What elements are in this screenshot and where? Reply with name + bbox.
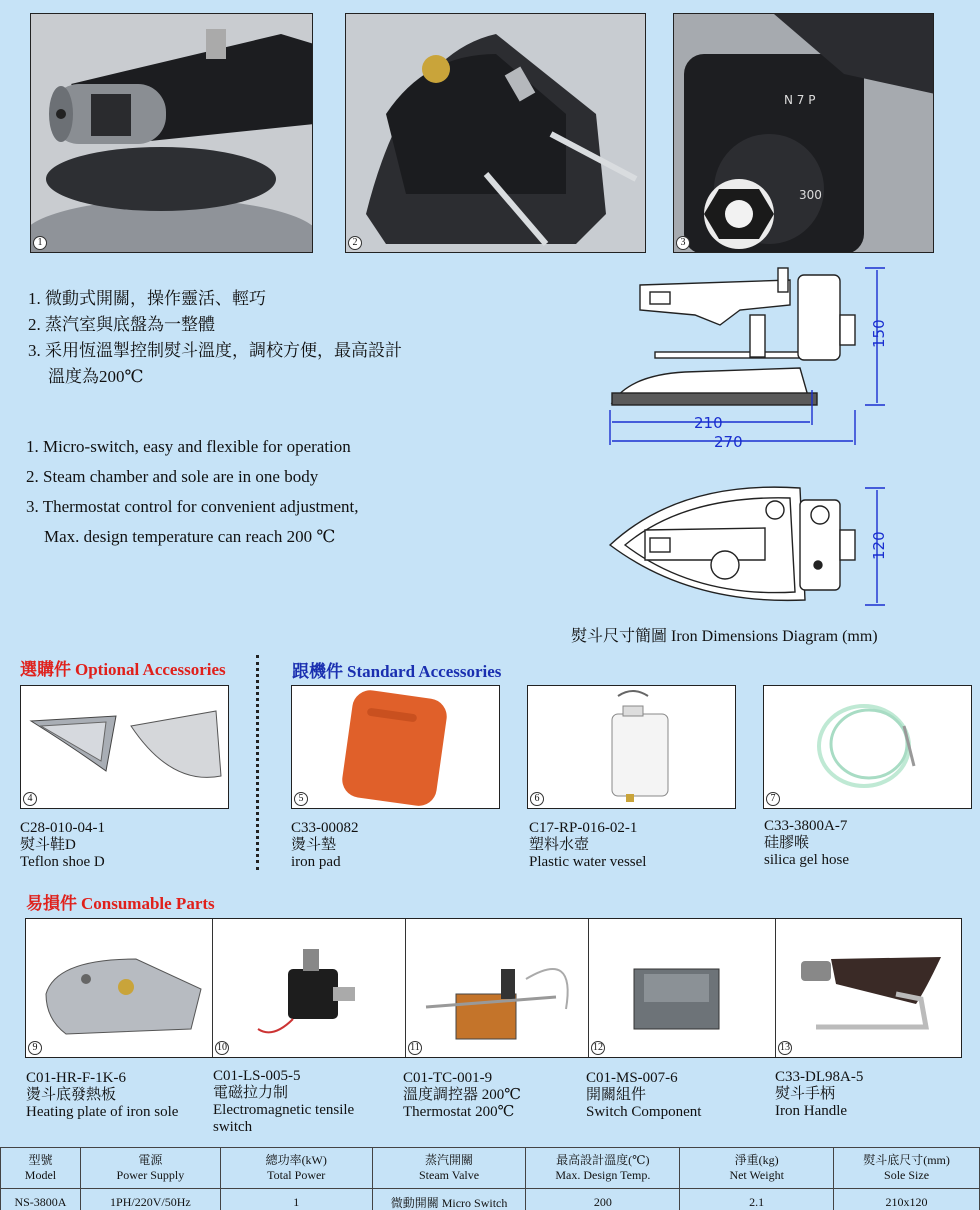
spec-header-cell: 蒸汽開關 Steam Valve [372, 1148, 526, 1189]
photo-number: 3 [676, 236, 690, 250]
consumable-title-en: Consumable Parts [81, 894, 215, 913]
accessory-caption [291, 820, 511, 871]
accessory-caption [20, 820, 250, 871]
dim-inner-label: 210 [694, 414, 723, 432]
consumable-photo-handle [776, 919, 962, 1057]
photo-thermostat-knob [673, 13, 934, 253]
consumable-parts-heading [26, 889, 215, 914]
part-code: C01-LS-005-5 [213, 1068, 301, 1084]
section-divider [256, 655, 259, 870]
spec-data-row [1, 1189, 980, 1210]
spec-header-cell: 總功率(kW) Total Power [220, 1148, 372, 1189]
photo-handle-switch [30, 13, 313, 253]
iron-handle-icon [776, 919, 962, 1057]
feature-line: 2. 蒸汽室與底盤為一整體 [28, 315, 215, 334]
iron-side-view-icon [612, 268, 855, 405]
consumable-photo-strip [25, 918, 962, 1058]
spec-header-cell: 最高設計溫度(℃) Max. Design Temp. [526, 1148, 680, 1189]
dim-outer-label: 270 [714, 433, 743, 451]
iron-pad-icon [292, 686, 500, 809]
svg-text:N 7 P: N 7 P [784, 93, 816, 107]
thermostat-part-icon [406, 919, 589, 1057]
photo-sole-steam-chamber [345, 13, 646, 253]
part-code: C01-MS-007-6 [586, 1070, 678, 1086]
solenoid-switch-icon [213, 919, 406, 1057]
optional-accessories-heading [20, 655, 226, 680]
handle-switch-photo-icon [31, 14, 313, 253]
consumable-title-zh: 易損件 [26, 894, 77, 913]
heating-plate-icon [26, 919, 213, 1057]
accessory-photo-iron-pad [291, 685, 500, 809]
part-code: C33-DL98A-5 [775, 1069, 864, 1085]
part-name-zh: 熨斗手柄 [775, 1086, 836, 1102]
feature-line: 1. 微動式開關，操作靈活、輕巧 [28, 289, 266, 308]
part-name-zh: 燙斗底發熱板 [26, 1087, 117, 1103]
standard-accessories-heading [292, 657, 501, 682]
spec-cell-total-power: 1 [220, 1189, 372, 1210]
part-name-en: Plastic water vessel [529, 854, 647, 870]
spec-cell-model: NS-3800A [1, 1189, 81, 1210]
dim-width-label: 120 [870, 531, 888, 560]
consumable-caption [586, 1070, 766, 1121]
feature-line: 2. Steam chamber and sole are in one body [26, 467, 319, 486]
water-vessel-icon [528, 686, 736, 809]
photo-number: 7 [766, 792, 780, 806]
accessory-photo-teflon-shoe [20, 685, 229, 809]
thermostat-knob-photo-icon [674, 14, 934, 253]
spec-cell-net-weight: 2.1 [680, 1189, 834, 1210]
consumable-photo-switch [589, 919, 776, 1057]
consumable-photo-solenoid [213, 919, 406, 1057]
diagram-caption: 熨斗尺寸簡圖 Iron Dimensions Diagram (mm) [571, 628, 878, 645]
spec-header-cell: 淨重(kg) Net Weight [680, 1148, 834, 1189]
part-name-zh: 開關組件 [586, 1087, 647, 1103]
part-name-en: Teflon shoe D [20, 854, 105, 870]
part-name-zh: 熨斗鞋D [20, 837, 76, 853]
spec-header-cell: 熨斗底尺寸(mm) Sole Size [834, 1148, 980, 1189]
teflon-shoe-icon [21, 686, 229, 809]
photo-number: 1 [33, 236, 47, 250]
accessory-caption [529, 820, 749, 871]
part-name-en: Electromagnetic tensile switch [213, 1102, 355, 1135]
spec-cell-sole-size: 210x120 [834, 1189, 980, 1210]
part-name-zh: 溫度調控器 200℃ [403, 1087, 522, 1103]
part-name-en: silica gel hose [764, 852, 849, 868]
feature-line: 3. Thermostat control for convenient adjustment, [26, 497, 359, 516]
accessory-photo-water-vessel [527, 685, 736, 809]
consumable-caption [26, 1070, 211, 1121]
feature-line: 3. 采用恆溫掣控制熨斗溫度，調校方便，最高設計 [28, 341, 402, 360]
part-name-zh: 電磁拉力制 [213, 1085, 289, 1101]
part-name-zh: 硅膠喉 [764, 835, 810, 851]
switch-component-icon [589, 919, 776, 1057]
spec-table [0, 1147, 980, 1210]
photo-number: 4 [23, 792, 37, 806]
part-code: C01-TC-001-9 [403, 1070, 493, 1086]
part-code: C17-RP-016-02-1 [529, 820, 638, 836]
consumable-photo-heating-plate [26, 919, 213, 1057]
spec-header-cell: 型號 Model [1, 1148, 81, 1189]
part-name-en: Switch Component [586, 1104, 702, 1120]
sole-steam-chamber-photo-icon [346, 14, 646, 253]
svg-text:300: 300 [799, 188, 822, 202]
spec-cell-power-supply: 1PH/220V/50Hz [80, 1189, 220, 1210]
part-code: C01-HR-F-1K-6 [26, 1070, 126, 1086]
accessory-photo-silica-hose [763, 685, 972, 809]
spec-header-row [1, 1148, 980, 1189]
photo-number: 5 [294, 792, 308, 806]
part-name-zh: 塑料水壺 [529, 837, 590, 853]
iron-top-view-icon [610, 487, 855, 600]
optional-title-en: Optional Accessories [75, 660, 226, 679]
dim-height-label: 150 [870, 319, 888, 348]
part-name-en: Iron Handle [775, 1103, 848, 1119]
iron-dimensions-diagram [600, 260, 900, 615]
silica-hose-icon [764, 686, 972, 809]
consumable-photo-thermostat [406, 919, 589, 1057]
spec-cell-steam-valve: 微動開關 Micro Switch [372, 1189, 526, 1210]
feature-line: 1. Micro-switch, easy and flexible for operation [26, 437, 351, 456]
features-english [26, 432, 446, 552]
part-name-en: Thermostat 200℃ [403, 1104, 515, 1120]
consumable-caption [403, 1070, 583, 1121]
standard-title-en: Standard Accessories [347, 662, 502, 681]
consumable-caption [775, 1069, 955, 1120]
part-name-zh: 燙斗墊 [291, 837, 337, 853]
photo-number: 12 [593, 1042, 603, 1053]
photo-number: 6 [530, 792, 544, 806]
photo-number: 2 [348, 236, 362, 250]
spec-cell-max-temp: 200 [526, 1189, 680, 1210]
part-name-en: iron pad [291, 854, 341, 870]
part-code: C28-010-04-1 [20, 820, 105, 836]
consumable-caption [213, 1068, 393, 1136]
part-name-en: Heating plate of iron sole [26, 1104, 179, 1120]
features-chinese [28, 286, 448, 390]
photo-number: 11 [408, 1041, 422, 1055]
spec-header-cell: 電源 Power Supply [80, 1148, 220, 1189]
accessory-caption [764, 818, 974, 869]
feature-line: 溫度為200℃ [48, 367, 144, 386]
photo-number: 10 [217, 1042, 227, 1053]
part-code: C33-3800A-7 [764, 818, 848, 834]
photo-number: 13 [780, 1042, 790, 1053]
photo-number: 9 [28, 1041, 42, 1055]
part-code: C33-00082 [291, 820, 359, 836]
feature-line: Max. design temperature can reach 200 ℃ [44, 527, 336, 546]
optional-title-zh: 選購件 [20, 660, 71, 679]
standard-title-zh: 跟機件 [292, 662, 343, 681]
